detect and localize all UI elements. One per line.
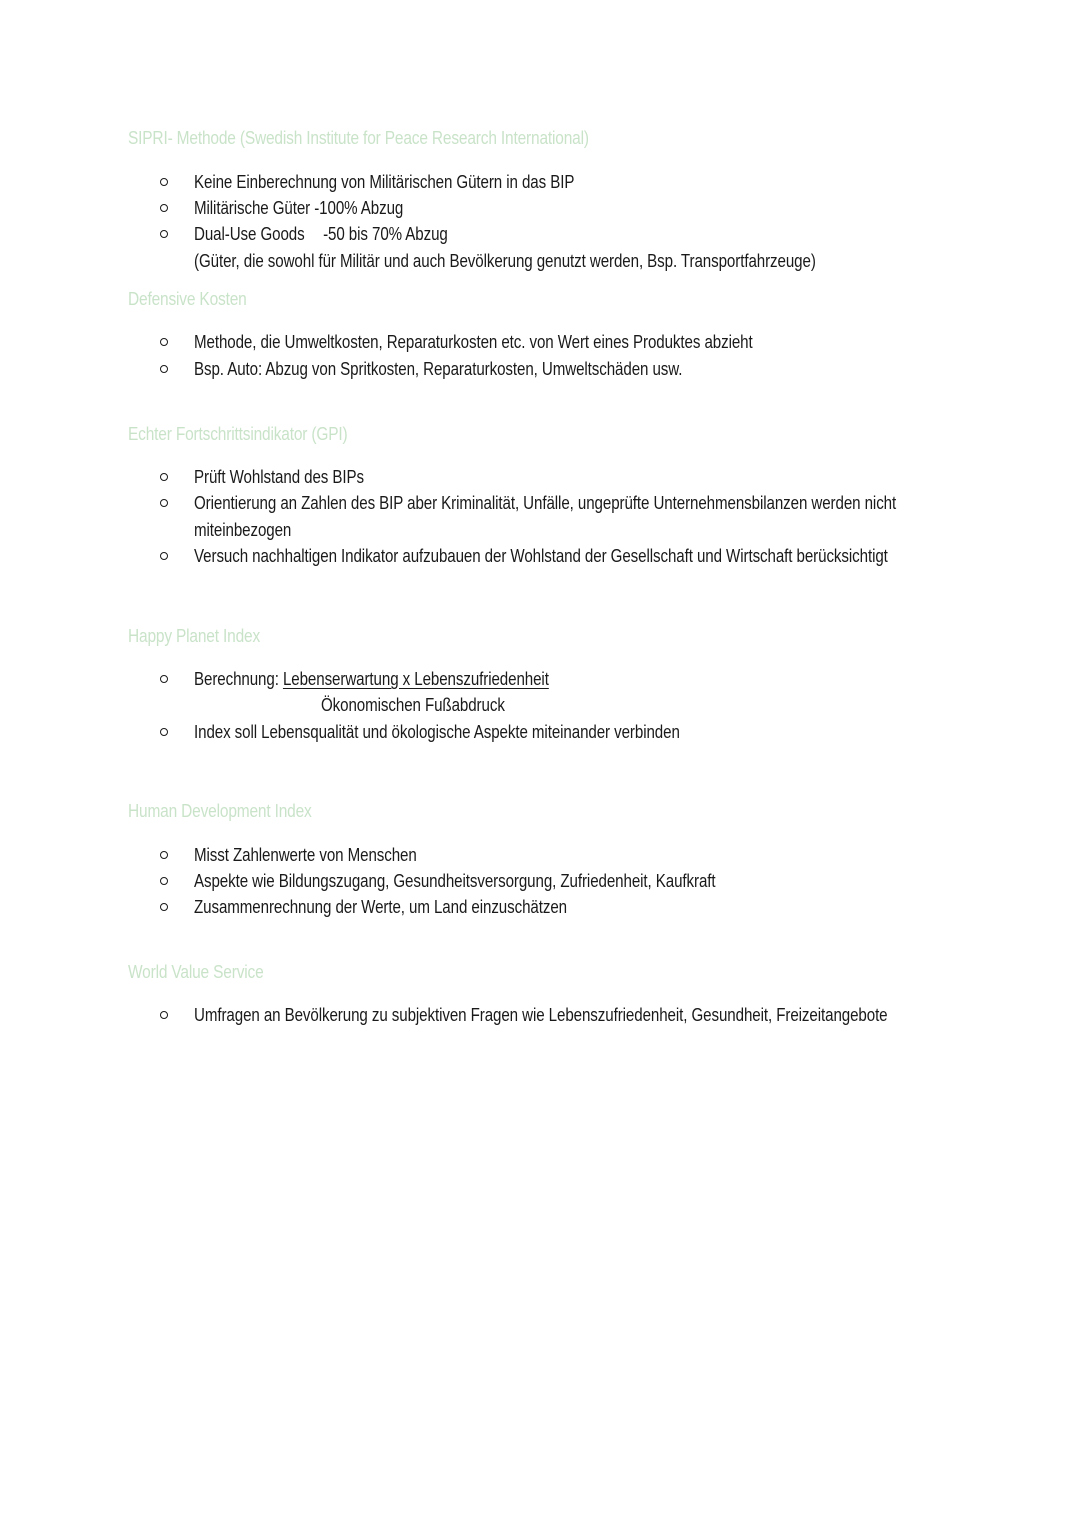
circle-bullet-icon: [160, 230, 168, 238]
circle-bullet-icon: [160, 675, 168, 683]
section-heading-happy-planet-index: Happy Planet Index: [128, 626, 261, 646]
circle-bullet-icon: [160, 338, 168, 346]
circle-bullet-icon: [160, 204, 168, 212]
circle-bullet-icon: [160, 552, 168, 560]
list-item-note: (Güter, die sowohl für Militär und auch Bevölkerung genutzt werden, Bsp. Transportfahrzeuge): [194, 251, 816, 271]
section-heading-human-development-index: Human Development Index: [128, 801, 312, 821]
circle-bullet-icon: [160, 728, 168, 736]
circle-bullet-icon: [160, 1011, 168, 1019]
circle-bullet-icon: [160, 903, 168, 911]
list-item-continuation: miteinbezogen: [194, 520, 292, 540]
formula-denominator: Ökonomischen Fußabdruck: [321, 695, 505, 715]
section-heading-defensive-kosten: Defensive Kosten: [128, 289, 247, 309]
circle-bullet-icon: [160, 877, 168, 885]
section-heading-gpi: Echter Fortschrittsindikator (GPI): [128, 424, 348, 444]
dual-use-value: -50 bis 70% Abzug: [323, 224, 448, 244]
circle-bullet-icon: [160, 851, 168, 859]
circle-bullet-icon: [160, 473, 168, 481]
section-heading-world-value-service: World Value Service: [128, 962, 264, 982]
document-page: SIPRI- Methode (Swedish Institute for Peace Research International) Keine Einberechnung von Militärischen Gütern in das BIP Militärische Güter -100% Abzug Dual-Use Goods -50 bis 70% Abzug (Güter, die sowohl für Militär und auch Bevölkerung genutzt werden, Bsp. Transportfahrzeuge) Defensive Kosten Methode, die Umweltkosten, Reparaturkosten etc. von Wert eines Produktes abzieht Bsp. Auto: Abzug von Spritkosten, Reparaturkosten, Umweltschäden usw. Echter Fortschrittsindikator (GPI) Prüft Wohlstand des BIPs Orientierung an Zahlen des BIP aber Kriminalität, Unfälle, ungeprüfte Unternehmensbilanzen werden nicht miteinbezogen Versuch nachhaltigen Indikator aufzubauen der Wohlstand der Gesellschaft und Wirtschaft berücksichtigt Happy Planet Index Berechnung: Lebenserwartung x Lebenszufriedenheit Ökonomischen Fußabdruck Index soll Lebensqualität und ökologische Aspekte miteinander verbinden Human Development Index Misst Zahlenwerte von Menschen Aspekte wie Bildungszugang, Gesundheitsversorgung, Zufriedenheit, Kaufkraft Zusammenrechnung der Werte, um Land einzuschätzen World Value Service Umfragen an Bevölkerung zu subjektiven Fragen wie Lebenszufriedenheit, Gesundheit, Freizeitangebote: [128, 128, 897, 1025]
formula-label: Berechnung:: [194, 669, 279, 689]
circle-bullet-icon: [160, 178, 168, 186]
section-heading-sipri: SIPRI- Methode (Swedish Institute for Peace Research International): [128, 128, 589, 148]
dual-use-label: Dual-Use Goods: [194, 224, 305, 244]
circle-bullet-icon: [160, 499, 168, 507]
formula-numerator: Lebenserwartung x Lebenszufriedenheit: [282, 669, 549, 689]
circle-bullet-icon: [160, 365, 168, 373]
